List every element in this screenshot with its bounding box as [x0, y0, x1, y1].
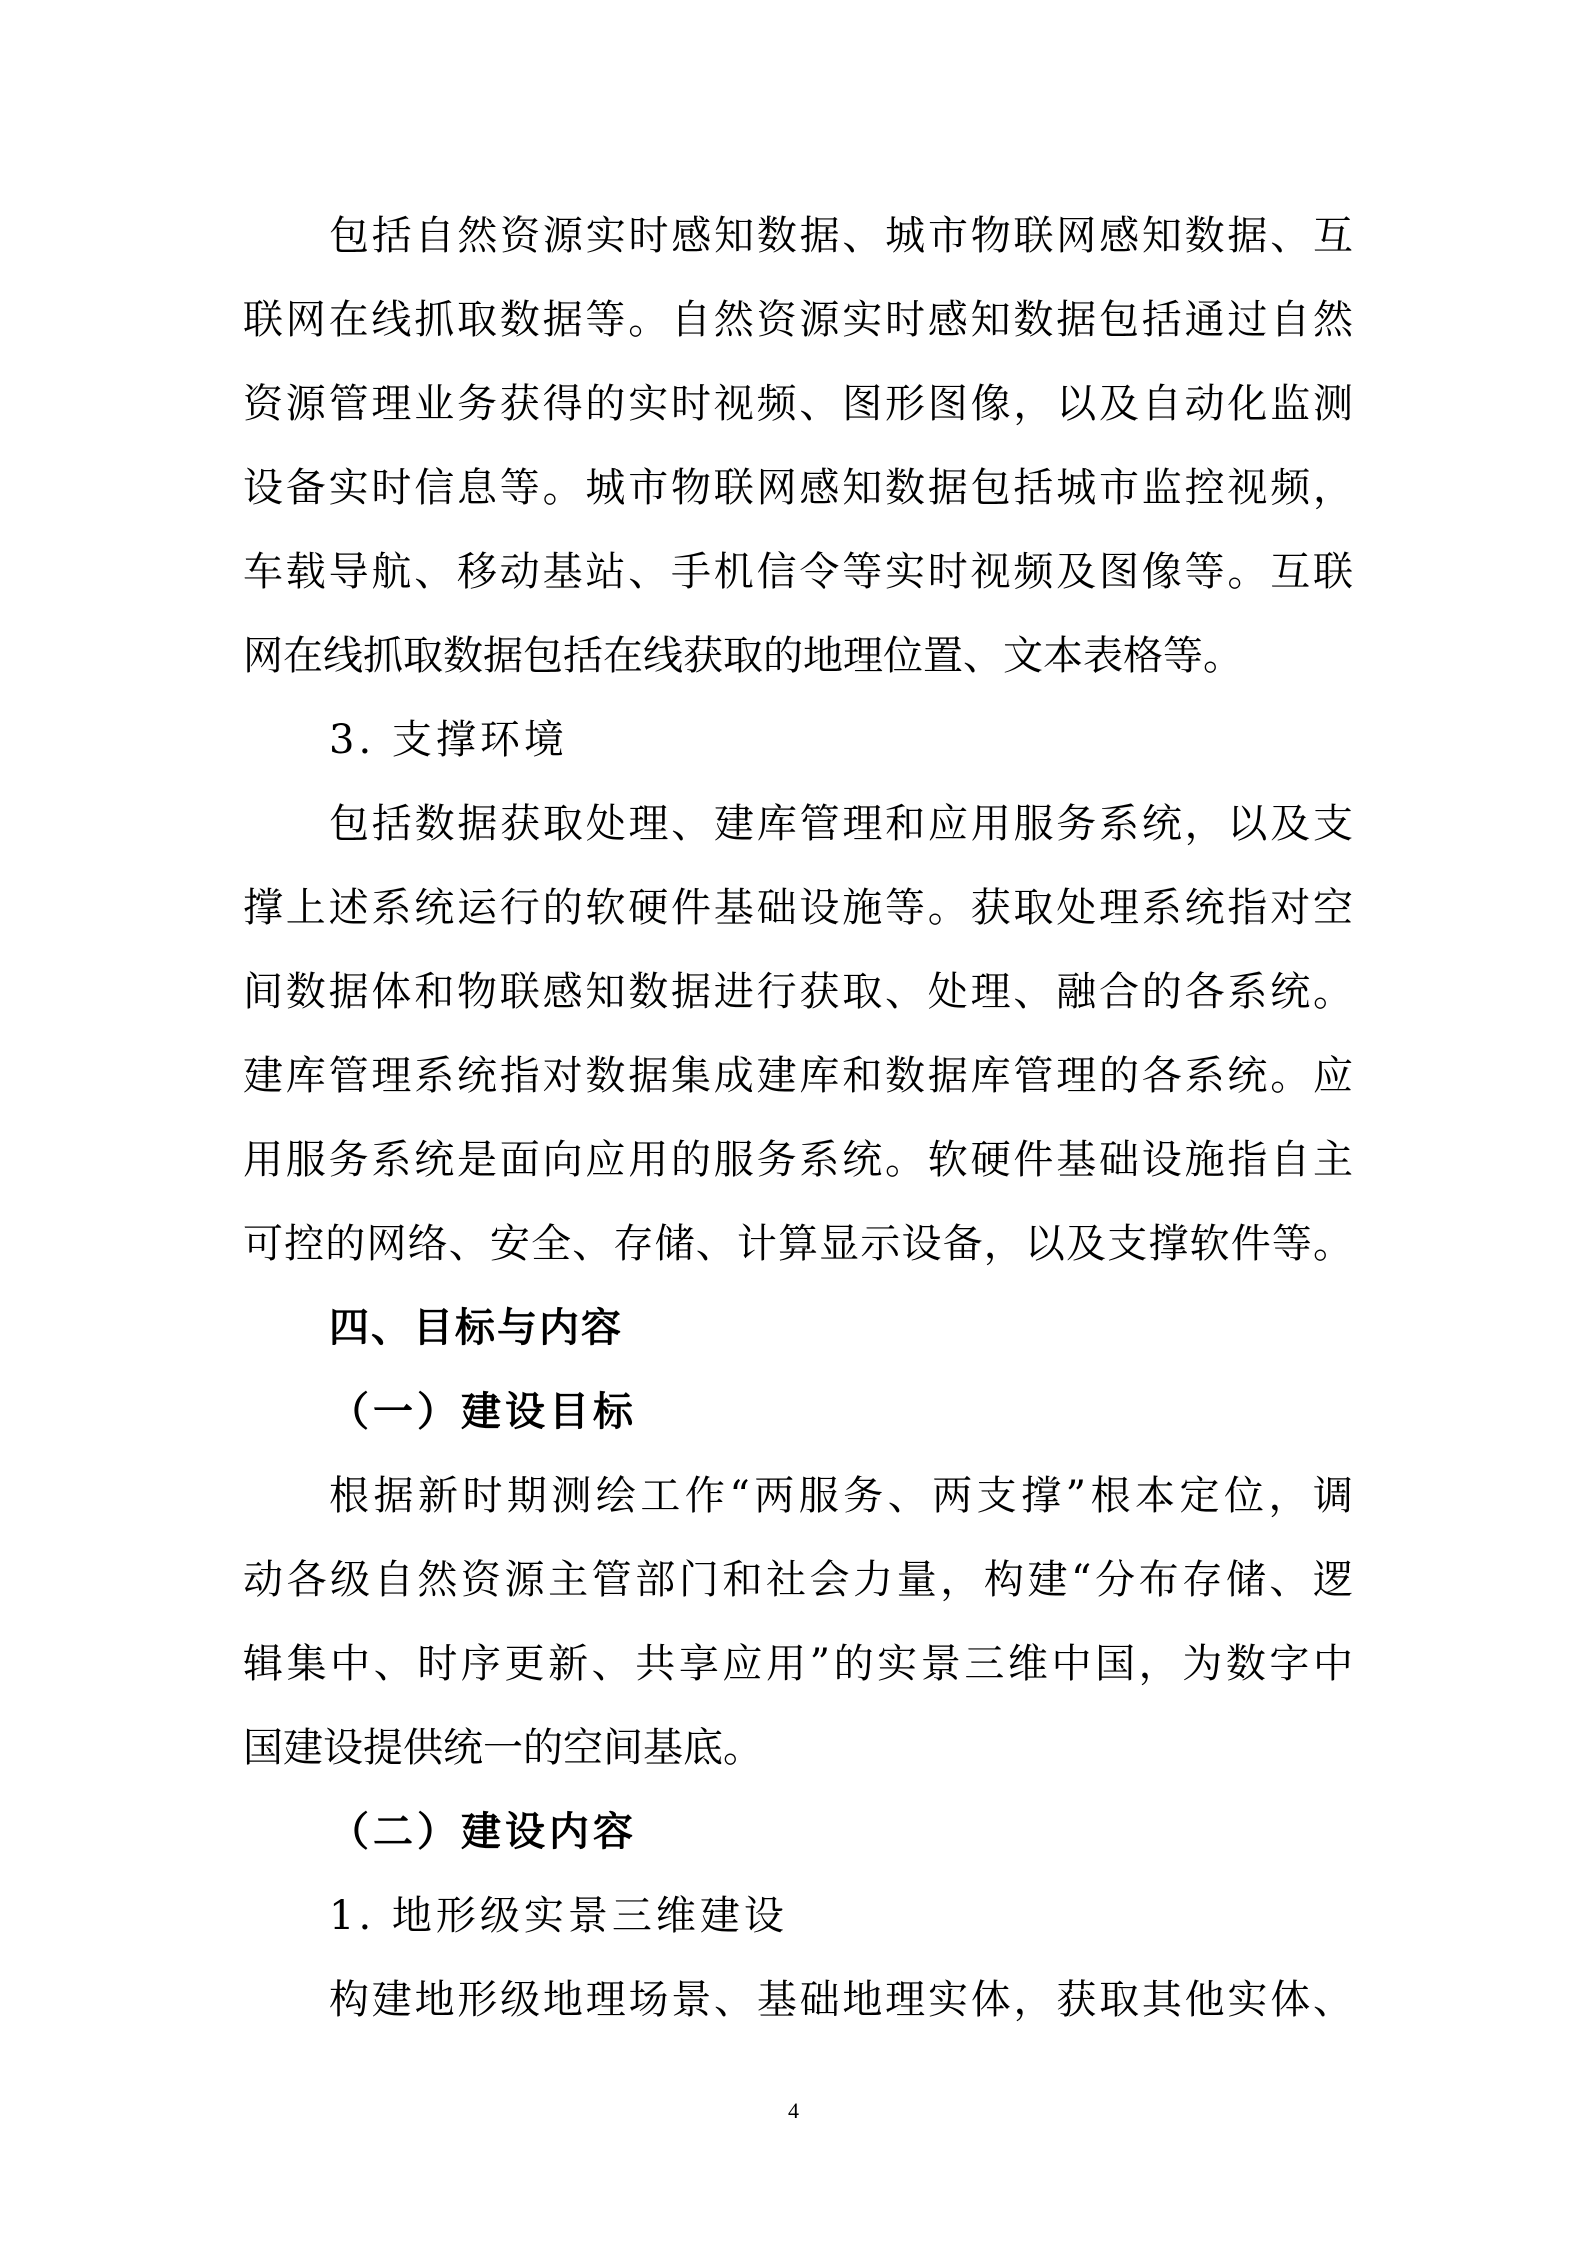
- subsection-heading-construction-goals: （一）建设目标: [329, 1388, 637, 1435]
- paragraph-line: 包括数据获取处理、建库管理和应用服务系统，以及支: [329, 801, 1353, 847]
- paragraph-line: 资源管理业务获得的实时视频、图形图像，以及自动化监测: [243, 381, 1353, 427]
- section-heading-goals-and-contents: 四、目标与内容: [329, 1305, 623, 1351]
- paragraph-line: 构建地形级地理场景、基础地理实体，获取其他实体、: [329, 1977, 1353, 2023]
- paragraph-line: 建库管理系统指对数据集成建库和数据库管理的各系统。应: [243, 1053, 1353, 1099]
- paragraph-line: 动各级自然资源主管部门和社会力量，构建“分布存储、逻: [243, 1557, 1353, 1603]
- subsection-heading-terrain-level: 1. 地形级实景三维建设: [329, 1893, 788, 1939]
- paragraph-line: 网在线抓取数据包括在线获取的地理位置、文本表格等。: [243, 633, 1243, 679]
- paragraph-line: 用服务系统是面向应用的服务系统。软硬件基础设施指自主: [243, 1137, 1353, 1183]
- subsection-heading-support-environment: 3. 支撑环境: [329, 717, 568, 763]
- paragraph-line: 根据新时期测绘工作“两服务、两支撑”根本定位，调: [329, 1473, 1353, 1519]
- paragraph-line: 车载导航、移动基站、手机信令等实时视频及图像等。互联: [243, 549, 1353, 595]
- paragraph-line: 设备实时信息等。城市物联网感知数据包括城市监控视频，: [243, 465, 1353, 511]
- page-number: 4: [788, 2098, 799, 2123]
- paragraph-line: 可控的网络、安全、存储、计算显示设备，以及支撑软件等。: [243, 1221, 1353, 1267]
- paragraph-line: 撑上述系统运行的软硬件基础设施等。获取处理系统指对空: [243, 885, 1353, 931]
- paragraph-line: 间数据体和物联感知数据进行获取、处理、融合的各系统。: [243, 969, 1353, 1015]
- paragraph-line: 联网在线抓取数据等。自然资源实时感知数据包括通过自然: [243, 297, 1353, 343]
- paragraph-line: 国建设提供统一的空间基底。: [243, 1725, 763, 1771]
- paragraph-line: 包括自然资源实时感知数据、城市物联网感知数据、互: [329, 213, 1353, 259]
- subsection-heading-construction-contents: （二）建设内容: [329, 1808, 637, 1855]
- paragraph-line: 辑集中、时序更新、共享应用”的实景三维中国，为数字中: [243, 1641, 1353, 1687]
